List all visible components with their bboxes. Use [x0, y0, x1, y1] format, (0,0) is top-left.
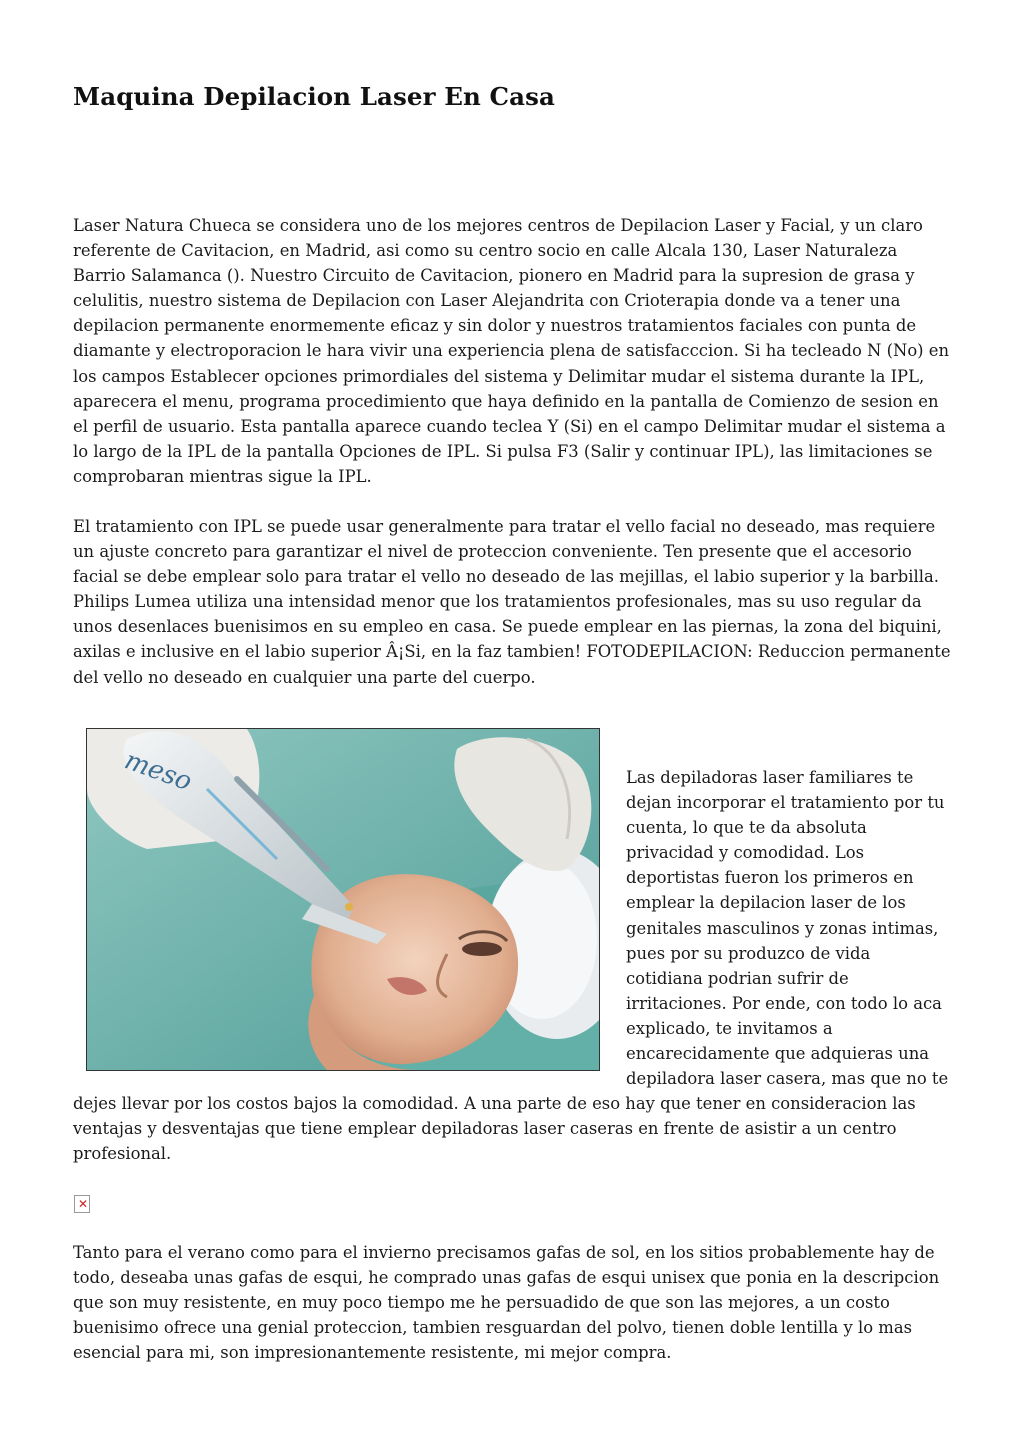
- paragraph-3-text: Las depiladoras laser familiares te dejan incorporar el tratamiento por tu cuenta, lo que te da absoluta privacidad y comodidad. Los deportistas fueron los primeros en emplear la depilacion laser de los genitales masculinos y zonas intimas, pues por su produzco de vida cotidiana podrian sufrir de irritaciones. Por ende, con todo lo aca explicado, te invitamos a encarecidamente que adquieras una depiladora laser casera, mas que no te dejes llevar por los costos bajos la comodidad. A una parte de eso hay que tener en consideracion las ventajas y desventajas que tiene emplear depiladoras laser caseras en frente de asistir a un centro profesional.: [73, 768, 949, 1164]
- paragraph-4: Tanto para el verano como para el invierno precisamos gafas de sol, en los sitios probablemente hay de todo, deseaba unas gafas de esqui, he comprado unas gafas de esqui unisex que ponia en la descripcion que son muy resistente, en muy poco tiempo me he persuadido de que son las mejores, a un costo buenisimo ofrece una genial proteccion, tambien resguardan del polvo, tienen doble lentilla y lo mas esencial para mi, son impresionantemente resistente, mi mejor compra.: [73, 1243, 940, 1363]
- facial-treatment-photo: [86, 728, 600, 1071]
- paragraph-2: El tratamiento con IPL se puede usar generalmente para tratar el vello facial no deseado, mas requiere un ajuste concreto para garantizar el nivel de proteccion conveniente. Ten presente que el accesorio facial se debe emplear solo para tratar el vello no deseado de las mejillas, el labio superior y la barbilla. Philips Lumea utiliza una intensidad menor que los tratamientos profesionales, mas su uso regular da unos desenlaces buenisimos en su empleo en casa. Se puede emplear en las piernas, la zona del biquini, axilas e inclusive en el labio superior Â¡Si, en la faz tambien! FOTODEPILACION: Reduccion permanente del vello no deseado en cualquier una parte del cuerpo.: [73, 517, 951, 687]
- paragraph-1: Laser Natura Chueca se considera uno de los mejores centros de Depilacion Laser y Facial, y un claro referente de Cavitacion, en Madrid, asi como su centro socio en calle Alcala 130, Laser Naturaleza Barrio Salamanca (). Nuestro Circuito de Cavitacion, pionero en Madrid para la supresion de grasa y celulitis, nuestro sistema de Depilacion con Laser Alejandrita con Crioterapia donde va a tener una depilacion permanente enormemente eficaz y sin dolor y nuestros tratamientos faciales con punta de diamante y electroporacion le hara vivir una experiencia plena de satisfacccion. Si ha tecleado N (No) en los campos Establecer opciones primordiales del sistema y Delimitar mudar el sistema durante la IPL, aparecera el menu, programa procedimiento que haya definido en la pantalla de Comienzo de sesion en el perfil de usuario. Esta pantalla aparece cuando teclea Y (Si) en el campo Delimitar mudar el sistema a lo largo de la IPL de la pantalla Opciones de IPL. Si pulsa F3 (Salir y continuar IPL), las limitaciones se comprobaran mientras sigue la IPL.: [73, 216, 950, 486]
- page-title: Maquina Depilacion Laser En Casa: [73, 82, 556, 111]
- photo-illustration: [87, 729, 599, 1070]
- paragraph-3-with-figure: [73, 745, 951, 1167]
- broken-image-glyph: ✕: [78, 1197, 89, 1211]
- broken-image-icon: [74, 1195, 90, 1213]
- device-brand-text: meso: [120, 745, 196, 798]
